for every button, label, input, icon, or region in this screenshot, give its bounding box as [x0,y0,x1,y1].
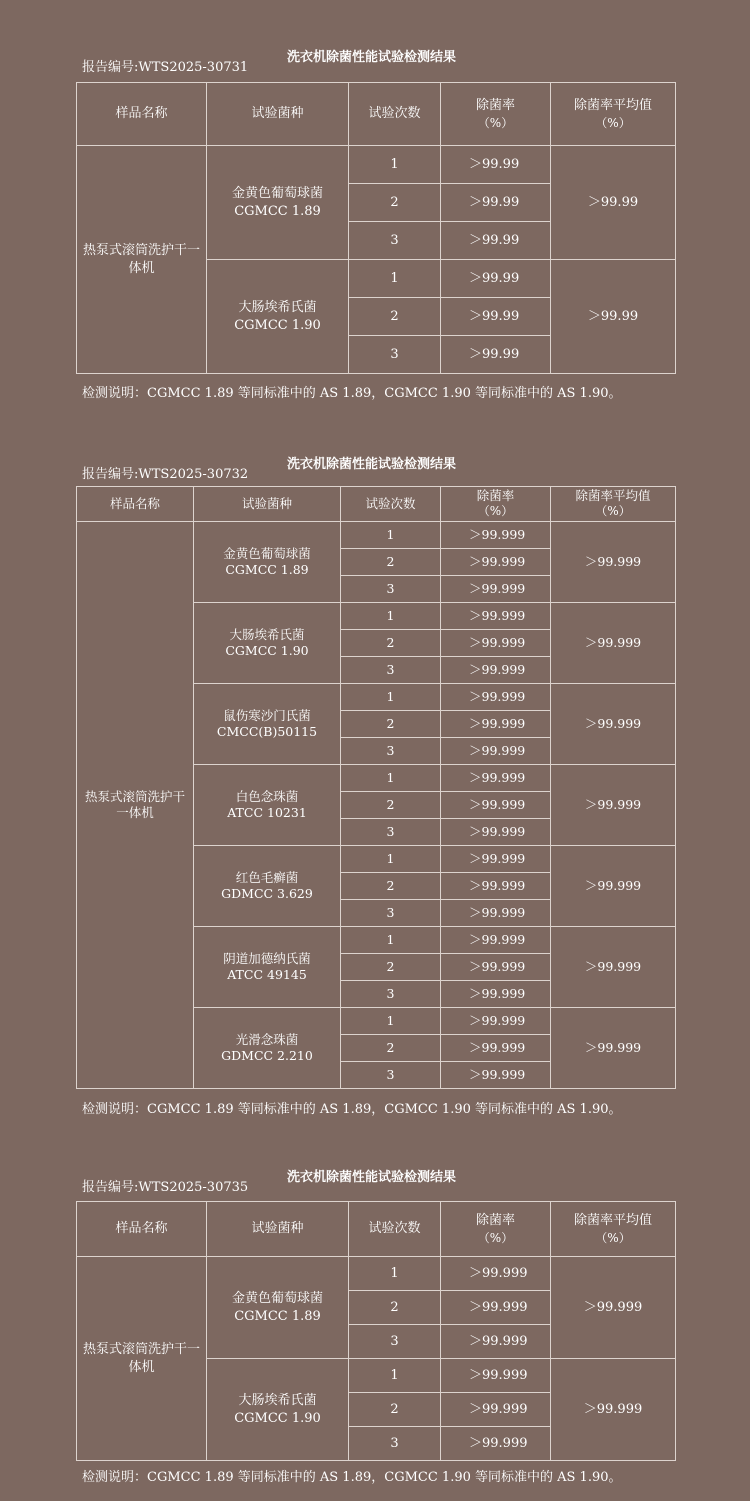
header-avg [551,1202,676,1257]
rate-value: ＞99.999 [441,765,551,792]
results-table [76,1201,676,1461]
rate-value: ＞99.999 [441,900,551,927]
header-rate-unit: （%） [477,504,514,519]
run-number: 2 [341,1035,441,1062]
run-number: 3 [341,738,441,765]
strain-cell [207,146,349,260]
run-number: 2 [349,184,441,222]
rate-value: ＞99.999 [441,549,551,576]
run-number: 1 [341,684,441,711]
header-count: 试验次数 [349,83,441,146]
rate-value: ＞99.99 [441,260,551,298]
strain-code: ATCC 10231 [227,805,307,820]
rate-value: ＞99.999 [441,738,551,765]
strain-name: 金黄色葡萄球菌 [231,185,323,201]
results-table [76,486,676,1089]
report-title: 洗衣机除菌性能试验检测结果 [287,1170,457,1185]
header-strain: 试验菌种 [194,487,341,522]
header-sample: 样品名称 [77,83,207,146]
strain-cell [194,603,341,684]
rate-value: ＞99.999 [441,711,551,738]
strain-cell [194,765,341,846]
average-value: ＞99.999 [551,522,676,603]
strain-cell [194,846,341,927]
run-number: 1 [341,846,441,873]
run-number: 2 [341,792,441,819]
strain-name: 鼠伤寒沙门氏菌 [223,707,311,723]
header-count: 试验次数 [349,1202,441,1257]
run-number: 1 [341,927,441,954]
run-number: 3 [349,1427,441,1461]
strain-name: 光滑念珠菌 [235,1031,299,1047]
table-row [77,146,676,184]
header-rate-unit: （%） [477,115,514,130]
average-value: ＞99.999 [551,1008,676,1089]
header-avg-unit: （%） [595,504,631,519]
rate-value: ＞99.99 [441,298,551,336]
rate-value: ＞99.999 [441,846,551,873]
rate-value: ＞99.999 [441,657,551,684]
strain-code: GDMCC 2.210 [221,1048,313,1063]
header-strain: 试验菌种 [207,83,349,146]
header-avg-unit: （%） [595,1230,631,1245]
report-title: 洗衣机除菌性能试验检测结果 [287,457,457,472]
run-number: 2 [341,630,441,657]
sample-name-cell [77,1257,207,1461]
rate-value: ＞99.999 [441,1062,551,1089]
header-avg-unit: （%） [595,115,631,130]
run-number: 2 [349,298,441,336]
run-number: 3 [341,981,441,1008]
report-number: 报告编号:WTS2025-30735 [82,1180,249,1195]
rate-value: ＞99.999 [441,927,551,954]
table-header-row [77,83,676,146]
average-value: ＞99.999 [551,1359,676,1461]
strain-cell [207,260,349,374]
sample-name: 热泵式滚筒洗护干一体机 [85,788,186,820]
header-rate [441,1202,551,1257]
table-row [77,522,676,549]
strain-code: CGMCC 1.89 [234,1308,321,1324]
run-number: 1 [341,1008,441,1035]
strain-code: CGMCC 1.89 [234,203,321,219]
header-rate [441,83,551,146]
rate-value: ＞99.999 [441,684,551,711]
header-rate-unit: （%） [477,1230,514,1245]
header-avg-label: 除菌率平均值 [573,98,652,114]
test-note: 检测说明：CGMCC 1.89 等同标准中的 AS 1.89，CGMCC 1.90 等同标准中的 AS 1.90。 [82,1470,622,1485]
run-number: 3 [349,222,441,260]
average-value: ＞99.999 [551,684,676,765]
rate-value: ＞99.999 [441,1257,551,1291]
run-number: 2 [341,954,441,981]
run-number: 3 [341,576,441,603]
rate-value: ＞99.99 [441,222,551,260]
table-header-row [77,487,676,522]
rate-value: ＞99.999 [441,1427,551,1461]
run-number: 3 [341,819,441,846]
table-header-row [77,1202,676,1257]
rate-value: ＞99.999 [441,819,551,846]
run-number: 2 [341,711,441,738]
strain-cell [194,684,341,765]
strain-cell [207,1257,349,1359]
strain-name: 大肠埃希氏菌 [238,1392,317,1408]
rate-value: ＞99.999 [441,873,551,900]
rate-value: ＞99.99 [441,184,551,222]
header-count: 试验次数 [341,487,441,522]
strain-cell [194,1008,341,1089]
report-number: 报告编号:WTS2025-30732 [82,467,249,482]
run-number: 1 [349,146,441,184]
run-number: 3 [341,657,441,684]
run-number: 2 [349,1393,441,1427]
average-value: ＞99.999 [551,603,676,684]
strain-name: 红色毛癣菌 [235,869,299,885]
sample-name: 热泵式滚筒洗护干一体机 [82,242,200,276]
sample-name-cell [77,522,194,1089]
rate-value: ＞99.999 [441,576,551,603]
strain-cell [194,522,341,603]
rate-value: ＞99.999 [441,1359,551,1393]
run-number: 1 [341,603,441,630]
average-value: ＞99.99 [551,260,676,374]
run-number: 2 [341,549,441,576]
rate-value: ＞99.999 [441,1325,551,1359]
rate-value: ＞99.99 [441,336,551,374]
strain-name: 白色念珠菌 [235,788,299,804]
average-value: ＞99.999 [551,1257,676,1359]
run-number: 2 [341,873,441,900]
strain-code: CMCC(B)50115 [216,724,318,739]
rate-value: ＞99.999 [441,1393,551,1427]
sample-name-cell [77,146,207,374]
header-sample: 样品名称 [77,1202,207,1257]
rate-value: ＞99.999 [441,954,551,981]
average-value: ＞99.999 [551,765,676,846]
header-rate [441,487,551,522]
strain-code: CGMCC 1.89 [225,562,309,577]
rate-value: ＞99.999 [441,1291,551,1325]
results-table [76,82,676,374]
run-number: 1 [341,522,441,549]
strain-cell [194,927,341,1008]
strain-cell [207,1359,349,1461]
test-note: 检测说明：CGMCC 1.89 等同标准中的 AS 1.89，CGMCC 1.90 等同标准中的 AS 1.90。 [82,1102,622,1117]
run-number: 3 [341,1062,441,1089]
rate-value: ＞99.99 [441,146,551,184]
run-number: 1 [349,1257,441,1291]
average-value: ＞99.99 [551,146,676,260]
run-number: 2 [349,1291,441,1325]
header-avg-label: 除菌率平均值 [575,488,651,504]
run-number: 3 [349,336,441,374]
header-rate-label: 除菌率 [475,98,515,114]
sample-name: 热泵式滚筒洗护干一体机 [82,1341,200,1375]
run-number: 3 [349,1325,441,1359]
run-number: 3 [341,900,441,927]
strain-name: 大肠埃希氏菌 [229,626,305,642]
header-avg [551,83,676,146]
rate-value: ＞99.999 [441,522,551,549]
header-strain: 试验菌种 [207,1202,349,1257]
strain-name: 金黄色葡萄球菌 [223,545,311,561]
rate-value: ＞99.999 [441,603,551,630]
strain-name: 金黄色葡萄球菌 [231,1290,323,1306]
strain-code: ATCC 49145 [227,967,307,982]
table-row [77,1257,676,1291]
rate-value: ＞99.999 [441,630,551,657]
run-number: 1 [349,1359,441,1393]
average-value: ＞99.999 [551,927,676,1008]
header-rate-label: 除菌率 [476,488,515,504]
strain-name: 大肠埃希氏菌 [238,299,317,315]
header-avg [551,487,676,522]
report-title: 洗衣机除菌性能试验检测结果 [287,50,457,65]
strain-code: CGMCC 1.90 [225,643,309,658]
rate-value: ＞99.999 [441,981,551,1008]
header-rate-label: 除菌率 [475,1213,515,1229]
test-note: 检测说明：CGMCC 1.89 等同标准中的 AS 1.89，CGMCC 1.90 等同标准中的 AS 1.90。 [82,386,622,401]
strain-name: 阴道加德纳氏菌 [223,950,311,966]
report-number: 报告编号:WTS2025-30731 [82,60,249,75]
run-number: 1 [349,260,441,298]
header-sample: 样品名称 [77,487,194,522]
strain-code: CGMCC 1.90 [234,1410,321,1426]
rate-value: ＞99.999 [441,1035,551,1062]
header-avg-label: 除菌率平均值 [573,1213,652,1229]
strain-code: GDMCC 3.629 [221,886,313,901]
run-number: 1 [341,765,441,792]
rate-value: ＞99.999 [441,792,551,819]
strain-code: CGMCC 1.90 [234,317,321,333]
average-value: ＞99.999 [551,846,676,927]
rate-value: ＞99.999 [441,1008,551,1035]
